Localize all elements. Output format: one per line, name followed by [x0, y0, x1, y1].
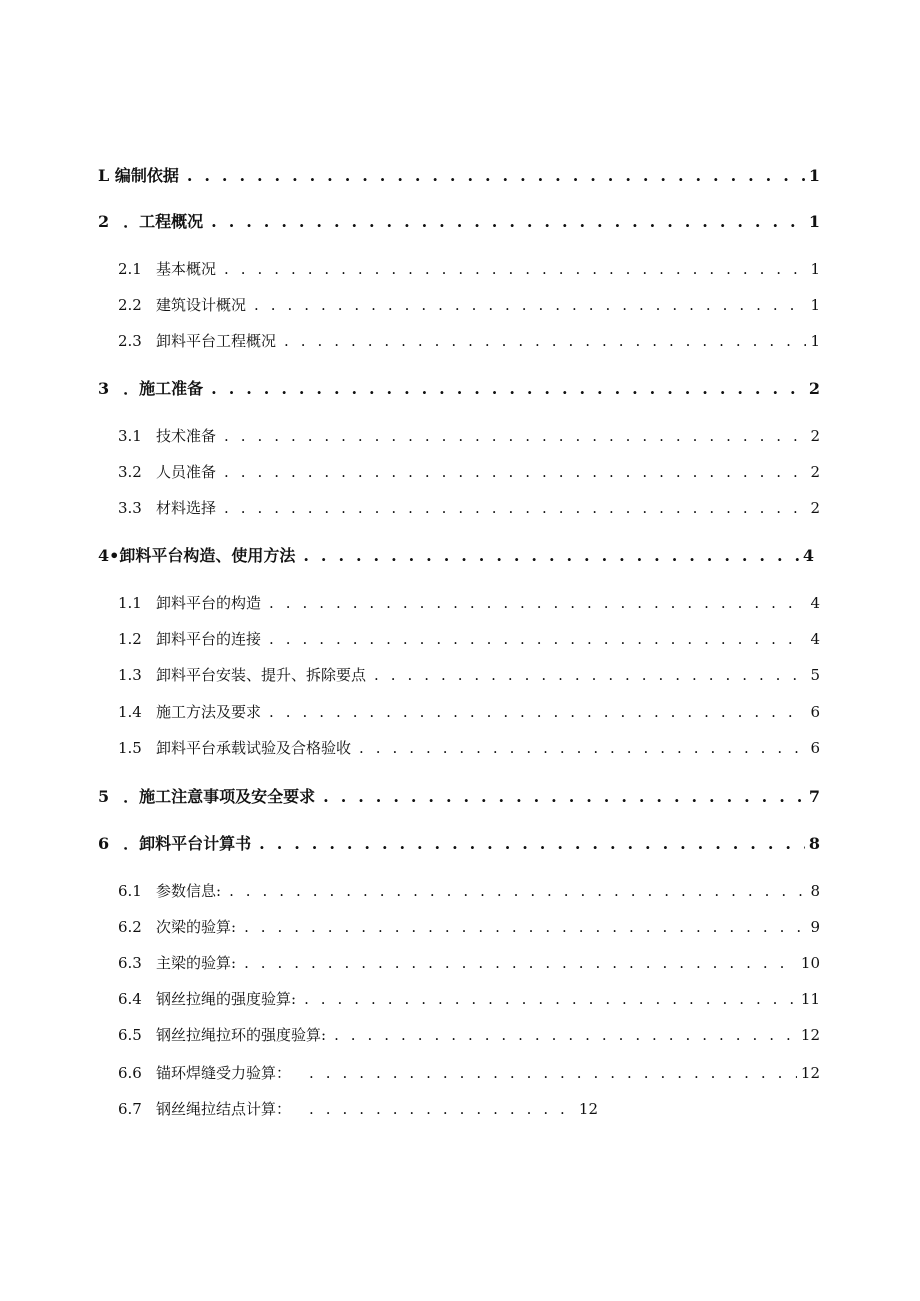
- toc-entry-1[interactable]: [98, 168, 820, 184]
- toc-entry-label: 卸料平台承载试验及合格验收: [156, 739, 352, 757]
- toc-entry-number: 6.1: [118, 882, 142, 900]
- toc-entry-6-3[interactable]: [118, 956, 820, 971]
- toc-entry-label: 主梁的验算:: [156, 954, 237, 972]
- toc-entry-page: 1: [810, 332, 820, 350]
- toc-entry-3-3[interactable]: [118, 501, 820, 516]
- toc-entry-6-6[interactable]: [118, 1066, 820, 1081]
- dot-leader: [224, 465, 806, 480]
- toc-entry-6-5[interactable]: [118, 1028, 820, 1043]
- dot-leader: [359, 741, 806, 756]
- dot-leader: [284, 334, 806, 349]
- toc-entry-page: 1: [810, 260, 820, 278]
- toc-entry-number: 1.4: [118, 703, 142, 721]
- dot-leader: [323, 789, 805, 805]
- toc-entry-number: 6.5: [118, 1026, 142, 1044]
- toc-entry-4-2[interactable]: [118, 632, 820, 647]
- dot-leader: [229, 884, 806, 899]
- toc-entry-3-1[interactable]: [118, 429, 820, 444]
- toc-entry-label: 参数信息:: [156, 882, 222, 900]
- toc-entry-label: 材料选择: [156, 499, 217, 517]
- toc-entry-number: 2.1: [118, 260, 142, 278]
- dot-leader: [224, 262, 806, 277]
- toc-entry-page: 12: [578, 1100, 598, 1118]
- toc-entry-page: 8: [810, 882, 820, 900]
- toc-entry-2-2[interactable]: [118, 298, 820, 313]
- toc-entry-number: 6: [98, 834, 110, 853]
- toc-entry-page: 4: [810, 630, 820, 648]
- toc-entry-page: 8: [808, 834, 820, 853]
- toc-entry-label: ．施工注意事项及安全要求: [123, 787, 316, 806]
- dot-leader: [309, 1102, 575, 1117]
- dot-leader: [269, 596, 806, 611]
- toc-entry-label: 次梁的验算:: [156, 918, 237, 936]
- dot-leader: [187, 168, 805, 184]
- toc-entry-number: 3: [98, 379, 110, 398]
- toc-entry-4-4[interactable]: [118, 705, 820, 720]
- dot-leader: [304, 992, 797, 1007]
- toc-entry-page: 1: [810, 296, 820, 314]
- toc-entry-label: 基本概况: [156, 260, 217, 278]
- toc-entry-number: 6.2: [118, 918, 142, 936]
- toc-entry-3[interactable]: [98, 381, 820, 397]
- toc-entry-number: 2.3: [118, 332, 142, 350]
- toc-entry-6[interactable]: [98, 836, 820, 852]
- toc-entry-label: L 编制依据: [98, 166, 179, 185]
- dot-leader: [374, 668, 806, 683]
- dot-leader: [254, 298, 806, 313]
- toc-entry-2-3[interactable]: [118, 334, 820, 349]
- toc-entry-number: 3.2: [118, 463, 142, 481]
- toc-entry-2-1[interactable]: [118, 262, 820, 277]
- toc-entry-page: 4: [810, 594, 820, 612]
- toc-entry-4-1[interactable]: [118, 596, 820, 611]
- toc-entry-page: 2: [810, 463, 820, 481]
- toc-entry-page: 12: [800, 1026, 820, 1044]
- dot-leader: [244, 956, 797, 971]
- toc-entry-label: 钢丝拉绳拉环的强度验算:: [156, 1026, 327, 1044]
- toc-entry-6-7[interactable]: [118, 1102, 598, 1117]
- dot-leader: [224, 429, 806, 444]
- toc-entry-page: 9: [810, 918, 820, 936]
- dot-leader: [269, 632, 806, 647]
- dot-leader: [224, 501, 806, 516]
- dot-leader: [211, 214, 805, 230]
- toc-entry-page: 2: [810, 427, 820, 445]
- toc-entry-number: 3.3: [118, 499, 142, 517]
- toc-entry-number: 1.2: [118, 630, 142, 648]
- dot-leader: [259, 836, 805, 852]
- toc-entry-page: 1: [808, 166, 820, 185]
- toc-entry-6-2[interactable]: [118, 920, 820, 935]
- toc-entry-page: 2: [810, 499, 820, 517]
- toc-entry-number: 6.4: [118, 990, 142, 1008]
- dot-leader: [309, 1066, 797, 1081]
- toc-entry-5[interactable]: [98, 789, 820, 805]
- toc-entry-number: 1.1: [118, 594, 142, 612]
- toc-entry-label: 钢丝绳拉结点计算：: [156, 1100, 292, 1118]
- dot-leader: [244, 920, 806, 935]
- toc-entry-label: 卸料平台的连接: [156, 630, 262, 648]
- toc-entry-label: 施工方法及要求: [156, 703, 262, 721]
- toc-entry-page: 1: [808, 212, 820, 231]
- toc-entry-number: 1.5: [118, 739, 142, 757]
- toc-entry-number: 1.3: [118, 666, 142, 684]
- dot-leader: [334, 1028, 797, 1043]
- dot-leader: [269, 705, 806, 720]
- toc-entry-page: 6: [810, 739, 820, 757]
- dot-leader: [303, 548, 798, 564]
- toc-entry-number: 6.6: [118, 1064, 142, 1082]
- toc-entry-number: 6.3: [118, 954, 142, 972]
- toc-entry-number: 2: [98, 212, 110, 231]
- toc-entry-page: 5: [810, 666, 820, 684]
- toc-entry-page: 4: [802, 546, 814, 565]
- toc-entry-label: 4•卸料平台构造、使用方法: [98, 546, 296, 565]
- toc-entry-label: ．卸料平台计算书: [123, 834, 252, 853]
- dot-leader: [211, 381, 805, 397]
- toc-entry-label: 人员准备: [156, 463, 217, 481]
- toc-entry-label: 卸料平台的构造: [156, 594, 262, 612]
- toc-entry-page: 12: [800, 1064, 820, 1082]
- toc-entry-label: ．工程概况: [123, 212, 204, 231]
- toc-entry-page: 2: [808, 379, 820, 398]
- toc-entry-label: 卸料平台工程概况: [156, 332, 277, 350]
- toc-entry-label: ．施工准备: [123, 379, 204, 398]
- toc-entry-2[interactable]: [98, 214, 820, 230]
- toc-entry-page: 6: [810, 703, 820, 721]
- toc-entry-number: 6.7: [118, 1100, 142, 1118]
- toc-entry-label: 锚环焊缝受力验算：: [156, 1064, 292, 1082]
- toc-entry-4-5[interactable]: [118, 741, 820, 756]
- toc-entry-6-1[interactable]: [118, 884, 820, 899]
- toc-entry-number: 2.2: [118, 296, 142, 314]
- toc-entry-4-3[interactable]: [118, 668, 820, 683]
- toc-entry-label: 技术准备: [156, 427, 217, 445]
- toc-entry-page: 10: [800, 954, 820, 972]
- toc-entry-page: 7: [808, 787, 820, 806]
- toc-entry-number: 3.1: [118, 427, 142, 445]
- toc-entry-label: 建筑设计概况: [156, 296, 247, 314]
- toc-entry-3-2[interactable]: [118, 465, 820, 480]
- toc-entry-label: 钢丝拉绳的强度验算:: [156, 990, 297, 1008]
- toc-entry-6-4[interactable]: [118, 992, 820, 1007]
- toc-entry-label: 卸料平台安装、提升、拆除要点: [156, 666, 367, 684]
- toc-entry-page: 11: [800, 990, 820, 1008]
- toc-entry-number: 5: [98, 787, 110, 806]
- toc-entry-4[interactable]: [98, 548, 814, 564]
